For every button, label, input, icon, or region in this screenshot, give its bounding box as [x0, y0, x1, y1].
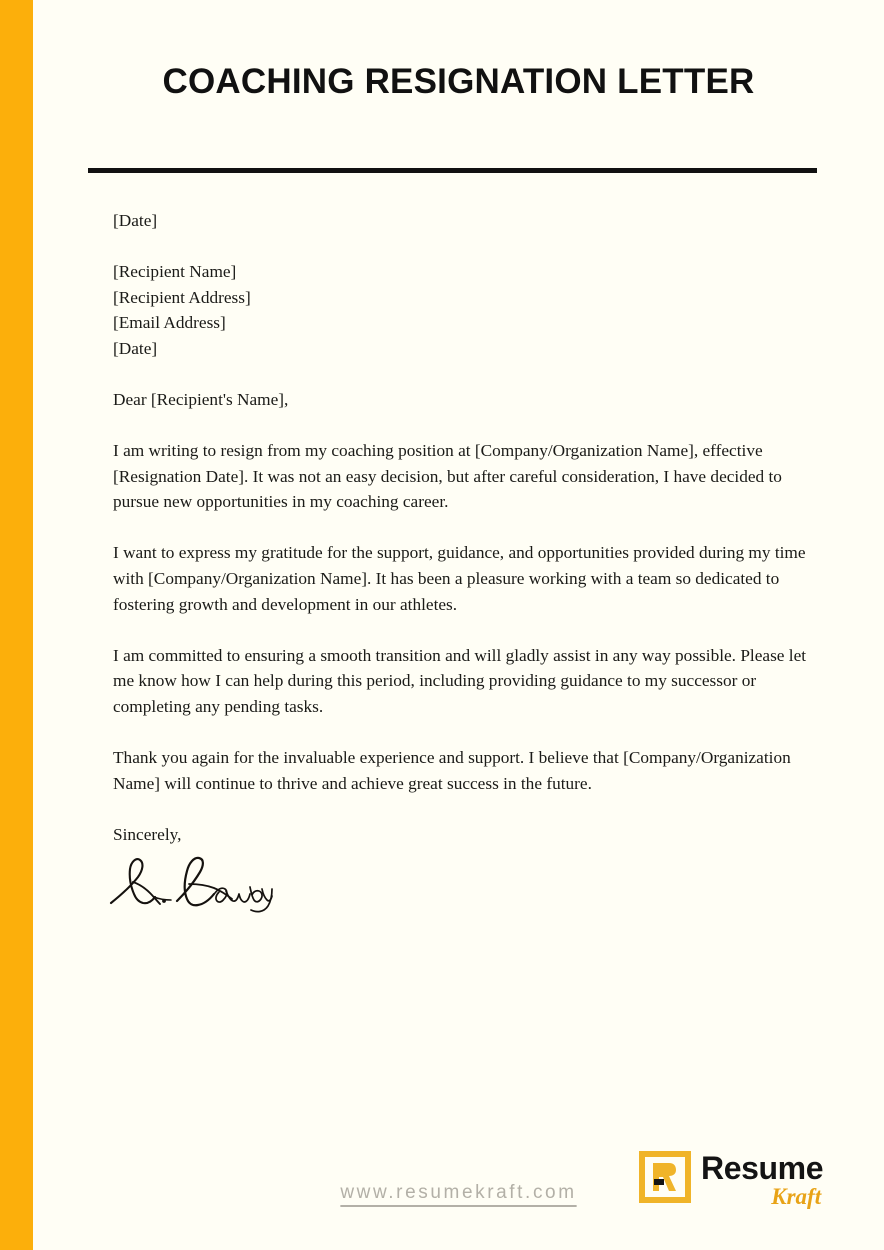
website-url[interactable]: www.resumekraft.com: [340, 1182, 577, 1203]
salutation-block: [113, 387, 813, 413]
paragraph-block-3: [113, 643, 813, 720]
letter-paragraph: I want to express my gratitude for the support, guidance, and opportunities provided during my time with [Company/Organization Name]. It has been a pleasure working with a team so dedicated to fostering growth and development in our athletes.: [113, 543, 806, 614]
closing-block: [113, 822, 813, 914]
brand-wordmark: [701, 1151, 823, 1208]
recipient-address: [Recipient Address]: [113, 287, 251, 307]
paragraph-block-2: [113, 540, 813, 617]
recipient-date: [Date]: [113, 339, 158, 359]
page-title: COACHING RESIGNATION LETTER: [162, 62, 755, 101]
paragraph-block-4: [113, 745, 813, 797]
letter-paragraph: I am writing to resign from my coaching position at [Company/Organization Name], effective [Resignation Date]. It was not an easy decision, but after careful consideration, I have decided to pursue new opportunities in my coaching career.: [113, 440, 782, 512]
resumekraft-logo: [639, 1151, 823, 1208]
date-line: [Date]: [113, 211, 158, 230]
salutation: Dear [Recipient's Name],: [113, 389, 289, 409]
page-content: [33, 0, 884, 1250]
brand-primary-text: Resume: [701, 1150, 824, 1186]
closing-line: Sincerely,: [113, 824, 182, 844]
date-block: [113, 208, 813, 234]
recipient-email: [Email Address]: [113, 313, 226, 333]
title-divider: [88, 168, 817, 173]
letter-body: [113, 208, 813, 913]
recipient-block: [113, 259, 813, 362]
recipient-name: [Recipient Name]: [113, 261, 237, 281]
paragraph-block-1: [113, 438, 813, 515]
letter-paragraph: I am committed to ensuring a smooth transition and will gladly assist in any way possible. Please let me know how I can help during this period, including providing guidance to my successor or completing any pending tasks.: [113, 645, 807, 717]
letter-paragraph: Thank you again for the invaluable experience and support. I believe that [Company/Organization Name] will continue to thrive and achieve great success in the future.: [113, 747, 791, 793]
brand-secondary-text: Kraft: [771, 1184, 822, 1209]
resumekraft-mark-icon: [639, 1151, 691, 1203]
left-accent-bar: [0, 0, 33, 1250]
signature-image: [105, 851, 285, 913]
